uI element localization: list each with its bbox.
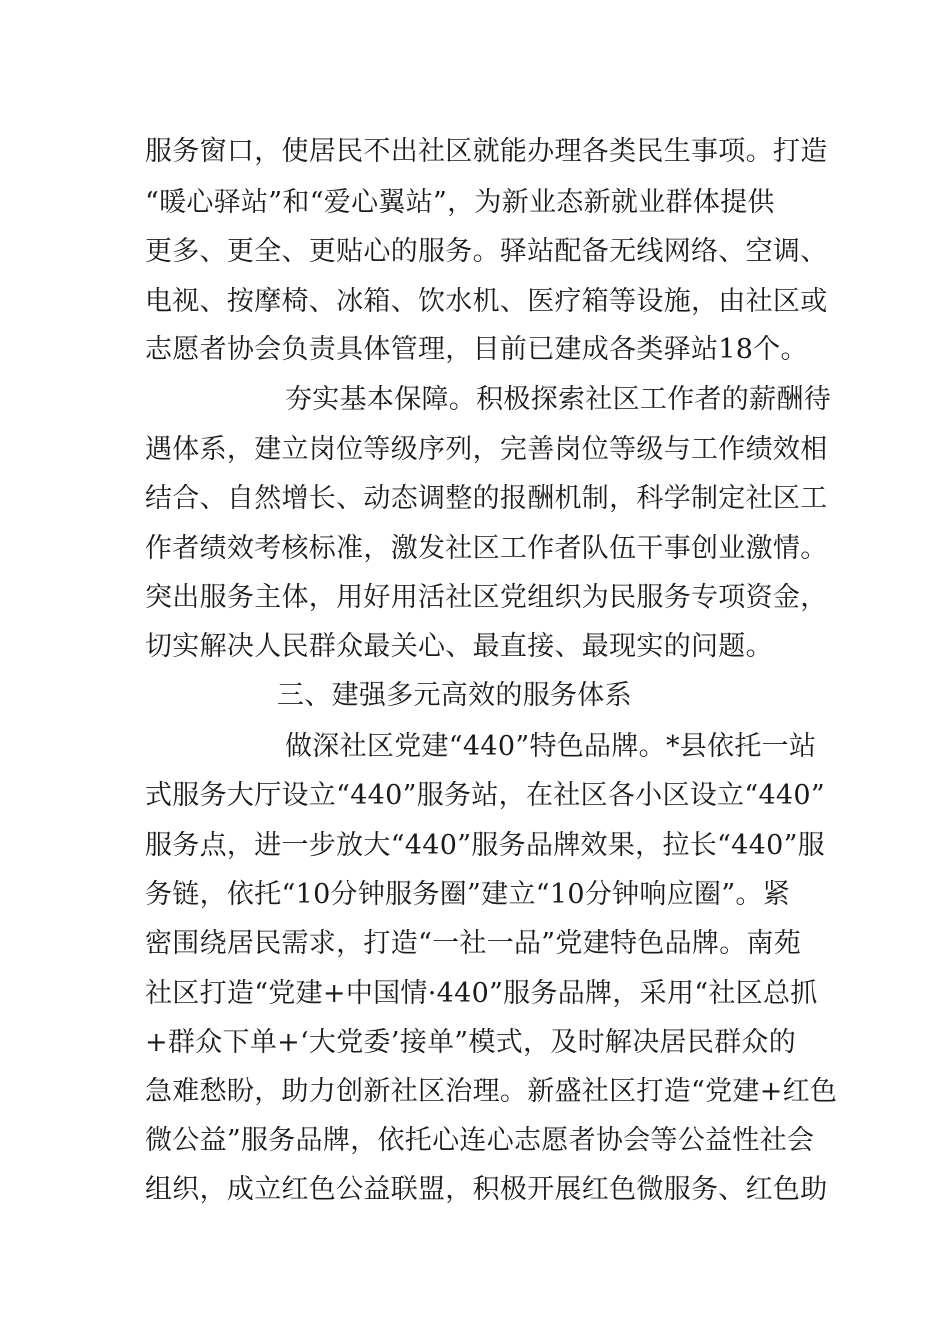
- text-line: 急难愁盼，助力创新社区治理。新盛社区打造“党建+红色: [145, 1076, 838, 1107]
- text-line: +群众下单+‘大党委’接单”模式，及时解决居民群众的: [145, 1027, 797, 1058]
- text-line: 作者绩效考核标准，激发社区工作者队伍干事创业激情。: [145, 533, 828, 564]
- paragraph-heading: 夯实基本保障。积极探索社区工作者的薪酬待: [285, 384, 831, 415]
- text-line: 式服务大厅设立“440”服务站，在社区各小区设立“440”: [145, 780, 825, 811]
- text-line: 密围绕居民需求，打造“一社一品”党建特色品牌。南苑: [145, 928, 802, 959]
- text-line: 电视、按摩椅、冰箱、饮水机、医疗箱等设施，由社区或: [145, 286, 828, 317]
- text-line: 遇体系，建立岗位等级序列，完善岗位等级与工作绩效相: [145, 434, 828, 465]
- text-line: 志愿者协会负责具体管理，目前已建成各类驿站18个。: [145, 334, 808, 365]
- text-line: 切实解决人民群众最关心、最直接、最现实的问题。: [145, 631, 773, 662]
- text-line: 服务点，进一步放大“440”服务品牌效果，拉长“440”服: [145, 830, 825, 861]
- text-line: 更多、更全、更贴心的服务。驿站配备无线网络、空调、: [145, 236, 828, 267]
- text-line: 微公益”服务品牌，依托心连心志愿者协会等公益性社会: [145, 1125, 815, 1156]
- section-heading: 三、建强多元高效的服务体系: [277, 680, 632, 711]
- text-line: 结合、自然增长、动态调整的报酬机制，科学制定社区工: [145, 483, 828, 514]
- text-line: 突出服务主体，用好用活社区党组织为民服务专项资金，: [145, 582, 828, 613]
- text-line: 务链，依托“10分钟服务圈”建立“10分钟响应圈”。紧: [145, 879, 791, 910]
- text-line: 社区打造“党建+中国情·440”服务品牌，采用“社区总抓: [145, 978, 818, 1009]
- text-line: 服务窗口，使居民不出社区就能办理各类民生事项。打造: [145, 136, 828, 167]
- text-line: 组织，成立红色公益联盟，积极开展红色微服务、红色助: [145, 1174, 828, 1205]
- paragraph-heading: 做深社区党建“440”特色品牌。*县依托一站: [285, 731, 817, 762]
- text-line: “暖心驿站”和“爱心翼站”，为新业态新就业群体提供: [145, 187, 775, 218]
